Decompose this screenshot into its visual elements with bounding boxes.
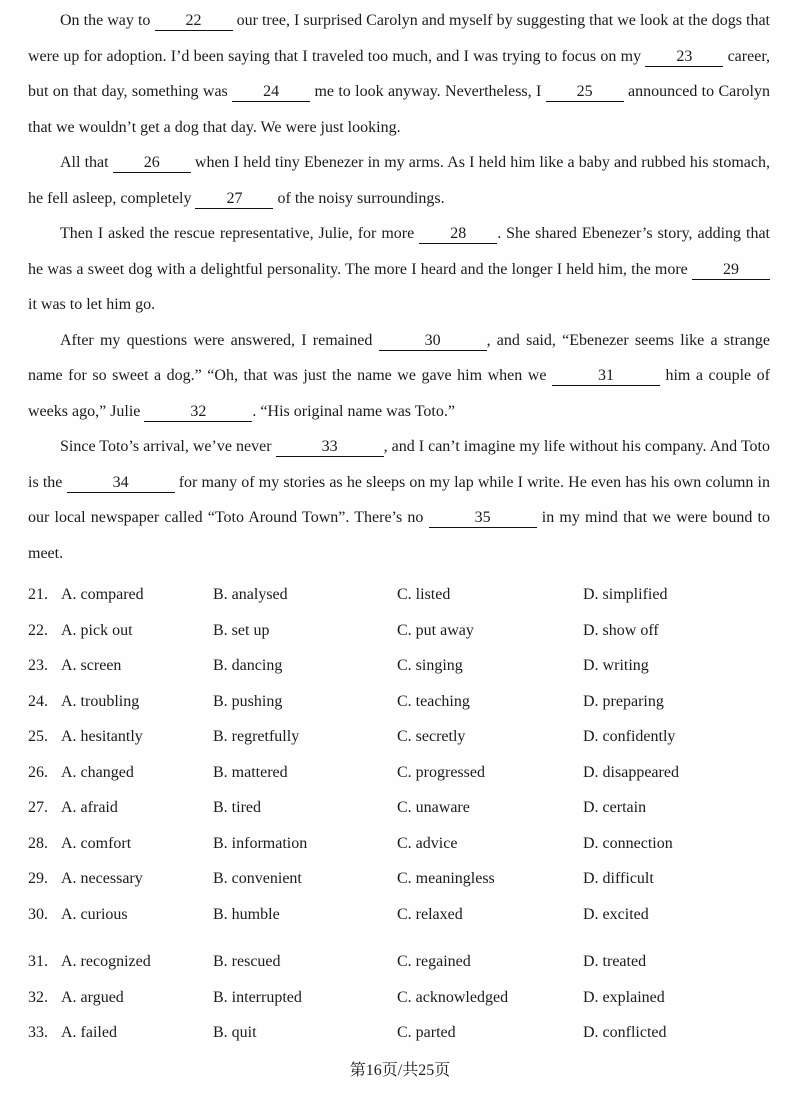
- option-d: D. disappeared: [583, 763, 679, 781]
- option-cell: [28, 719, 213, 755]
- option-cell: [28, 684, 213, 720]
- question-row: [28, 684, 770, 720]
- blank-32: 32: [144, 403, 252, 422]
- paragraph: [28, 429, 770, 571]
- blank-29: 29: [692, 261, 770, 280]
- option-a: A. argued: [61, 988, 124, 1006]
- option-d: D. excited: [583, 905, 649, 923]
- paragraph: [28, 216, 770, 323]
- question-number: 21.: [28, 586, 48, 603]
- option-b: B. regretfully: [213, 728, 300, 745]
- blank-28: 28: [419, 225, 497, 244]
- blank-34: 34: [67, 474, 175, 493]
- option-cell: [28, 944, 213, 980]
- blank-35: 35: [429, 509, 537, 528]
- question-number: 23.: [28, 657, 48, 674]
- option-a: A. afraid: [61, 799, 118, 816]
- option-b: B. convenient: [213, 870, 302, 887]
- option-c: C. secretly: [397, 728, 466, 745]
- passage-text: him a couple of weeks ago,” Julie: [28, 367, 770, 420]
- option-d: D. show off: [583, 621, 659, 639]
- option-a: A. changed: [61, 763, 134, 781]
- passage-text: , and said, “Ebenezer seems like a strange name for so sweet a dog.” “Oh, that was just the name we gave him when we: [28, 331, 771, 384]
- option-d: D. connection: [583, 834, 673, 852]
- blank-26: 26: [113, 154, 191, 173]
- option-a: A. comfort: [61, 834, 132, 852]
- blank-22: 22: [155, 12, 233, 31]
- option-d: D. writing: [583, 657, 649, 674]
- option-c: C. singing: [397, 657, 463, 674]
- question-row: [28, 790, 770, 826]
- option-b: B. pushing: [213, 692, 283, 710]
- question-row: [28, 897, 770, 933]
- passage-text: Since Toto’s arrival, we’ve never: [60, 438, 276, 455]
- passage-text: Then I asked the rescue representative, Julie, for more: [60, 225, 420, 242]
- passage-text: All that: [60, 154, 113, 171]
- blank-27: 27: [195, 190, 273, 209]
- option-a: A. compared: [61, 586, 144, 603]
- option-c: C. unaware: [397, 799, 470, 816]
- option-a: A. hesitantly: [61, 728, 143, 745]
- option-c: C. regained: [397, 953, 471, 970]
- option-cell: [28, 648, 213, 684]
- page-number: 第16页/共25页: [349, 1061, 451, 1079]
- passage-text: it was to let him go.: [28, 296, 156, 313]
- option-b: B. analysed: [213, 586, 288, 603]
- question-number: 30.: [28, 905, 48, 923]
- question-number: 29.: [28, 870, 48, 887]
- passage-text: for many of my stories as he sleeps on my lap while I write. He even has his own column in our local newspaper called “Toto Around Town”. There’s no: [28, 473, 771, 526]
- option-d: D. treated: [583, 953, 647, 970]
- question-number: 22.: [28, 621, 48, 639]
- passage-text: After my questions were answered, I remained: [60, 331, 379, 349]
- question-number: 32.: [28, 988, 48, 1006]
- paragraph: [28, 323, 770, 430]
- blank-25: 25: [546, 83, 624, 102]
- blank-33: 33: [276, 438, 384, 457]
- page-footer: [0, 1053, 800, 1089]
- passage-text: . “His original name was Toto.”: [252, 402, 455, 420]
- passage-text: of the noisy surroundings.: [273, 189, 445, 207]
- question-row: [28, 648, 770, 684]
- option-b: B. interrupted: [213, 988, 302, 1006]
- option-c: C. meaningless: [397, 870, 495, 887]
- question-row: [28, 755, 770, 791]
- question-row: [28, 577, 770, 613]
- blank-24: 24: [232, 83, 310, 102]
- options-table: [0, 577, 800, 1051]
- option-cell: [28, 1015, 213, 1051]
- question-row: [28, 719, 770, 755]
- option-b: B. quit: [213, 1024, 257, 1041]
- question-number: 33.: [28, 1024, 48, 1041]
- option-cell: [28, 790, 213, 826]
- option-c: C. acknowledged: [397, 988, 509, 1006]
- option-cell: [28, 613, 213, 649]
- option-cell: [28, 897, 213, 933]
- question-number: 24.: [28, 692, 48, 710]
- option-cell: [28, 577, 213, 613]
- option-cell: [28, 826, 213, 862]
- option-c: C. progressed: [397, 763, 485, 781]
- option-d: D. certain: [583, 799, 647, 816]
- option-a: A. recognized: [61, 953, 151, 970]
- passage-text: announced to Carolyn that we wouldn’t get a dog that day. We were just looking.: [28, 83, 771, 136]
- option-a: A. curious: [61, 905, 128, 923]
- question-number: 25.: [28, 728, 48, 745]
- passage-text: , and I can’t imagine my life without his company. And Toto is the: [28, 438, 770, 491]
- option-a: A. troubling: [61, 692, 140, 710]
- passage-text: me to look anyway. Nevertheless, I: [310, 83, 546, 100]
- question-row: [28, 1015, 770, 1051]
- option-cell: [28, 980, 213, 1016]
- option-a: A. pick out: [61, 621, 133, 639]
- option-c: C. advice: [397, 834, 458, 852]
- option-a: A. necessary: [61, 870, 143, 887]
- option-b: B. set up: [213, 621, 270, 639]
- option-d: D. preparing: [583, 692, 664, 710]
- option-d: D. conflicted: [583, 1024, 667, 1041]
- option-cell: [28, 755, 213, 791]
- option-d: D. difficult: [583, 870, 654, 887]
- passage-text: On the way to: [60, 12, 155, 29]
- option-d: D. explained: [583, 988, 665, 1006]
- option-c: C. listed: [397, 586, 451, 603]
- blank-30: 30: [379, 332, 487, 351]
- option-c: C. parted: [397, 1024, 456, 1041]
- passage-text: . She shared Ebenezer’s story, adding that he was a sweet dog with a delightful personality. The more I heard and the longer I held him, the more: [28, 225, 771, 278]
- option-d: D. confidently: [583, 728, 676, 745]
- option-b: B. tired: [213, 799, 261, 816]
- question-row: [28, 826, 770, 862]
- passage-text: our tree, I surprised Carolyn and myself by suggesting that we look at the dogs that were up for adoption. I’d been saying that I traveled too much, and I was trying to focus on my: [28, 12, 770, 65]
- option-b: B. humble: [213, 905, 280, 923]
- question-row: [28, 861, 770, 897]
- option-a: A. screen: [61, 657, 122, 674]
- question-number: 26.: [28, 763, 48, 781]
- option-b: B. rescued: [213, 953, 281, 970]
- paragraph: [28, 3, 770, 145]
- question-number: 31.: [28, 953, 48, 970]
- question-number: 28.: [28, 834, 48, 852]
- option-a: A. failed: [61, 1024, 117, 1041]
- passage-text: in my mind that we were bound to meet.: [28, 509, 770, 562]
- option-c: C. put away: [397, 621, 474, 639]
- option-b: B. mattered: [213, 763, 288, 781]
- blank-23: 23: [645, 48, 723, 67]
- blank-31: 31: [552, 367, 660, 386]
- passage-text: when I held tiny Ebenezer in my arms. As I held him like a baby and rubbed his stomach, he fell asleep, completely: [28, 154, 770, 207]
- question-row: [28, 944, 770, 980]
- option-cell: [28, 861, 213, 897]
- option-d: D. simplified: [583, 586, 668, 603]
- option-b: B. information: [213, 834, 308, 852]
- passage-text: career, but on that day, something was: [28, 47, 771, 100]
- option-c: C. relaxed: [397, 905, 463, 923]
- option-b: B. dancing: [213, 657, 283, 674]
- question-number: 27.: [28, 799, 48, 816]
- option-c: C. teaching: [397, 692, 470, 710]
- question-row: [28, 980, 770, 1016]
- paragraph: [28, 145, 770, 216]
- question-row: [28, 613, 770, 649]
